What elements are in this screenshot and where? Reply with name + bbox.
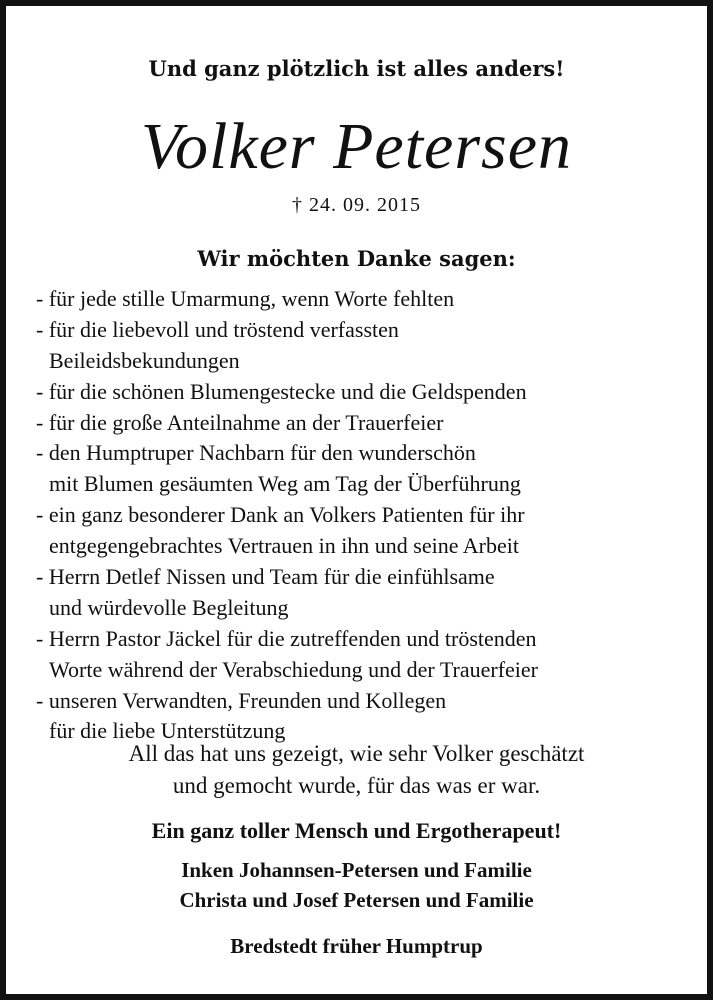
signature-line: Christa und Josef Petersen und Familie (179, 888, 534, 912)
thanks-line: mit Blumen gesäumten Weg am Tag der Überführung (49, 471, 521, 497)
thanks-line: Worte während der Verabschiedung und der Trauerfeier (49, 656, 538, 682)
tribute-line: Ein ganz toller Mensch und Ergotherapeut! (151, 818, 562, 843)
thanks-line: entgegengebrachtes Vertrauen in ihn und seine Arbeit (49, 533, 519, 559)
thanks-line: - Herrn Pastor Jäckel für die zutreffenden und tröstenden (36, 625, 537, 651)
thanks-line: und würdevolle Begleitung (49, 594, 289, 620)
deceased-name: Volker Petersen (140, 110, 572, 183)
thanks-line: - für die große Anteilnahme an der Trauerfeier (36, 409, 444, 435)
thanks-line: - ein ganz besonderer Dank an Volkers Patienten für ihr (36, 502, 525, 528)
signature-line: Inken Johannsen-Petersen und Familie (181, 858, 532, 882)
headline: Und ganz plötzlich ist alles anders! (148, 56, 565, 81)
thanks-line: Beileidsbekundungen (49, 347, 240, 373)
closing-line: und gemocht wurde, für das was er war. (172, 773, 541, 798)
thanks-list (36, 284, 701, 747)
thanks-heading: Wir möchten Danke sagen: (197, 246, 516, 271)
thanks-line: - Herrn Detlef Nissen und Team für die einfühlsame (36, 564, 495, 590)
thanks-line: - für jede stille Umarmung, wenn Worte fehlten (36, 286, 455, 311)
thanks-line: - für die schönen Blumengestecke und die Geldspenden (36, 378, 527, 404)
thanks-line: für die liebe Unterstützung (49, 718, 286, 744)
thanks-line: - für die liebevoll und tröstend verfassten (36, 316, 399, 342)
death-date: † 24. 09. 2015 (292, 194, 421, 216)
closing-line: All das hat uns gezeigt, wie sehr Volker geschätzt (128, 741, 585, 766)
thanks-line: - unseren Verwandten, Freunden und Kollegen (36, 687, 447, 713)
thanks-line: - den Humptruper Nachbarn für den wunderschön (36, 440, 476, 466)
location-line: Bredstedt früher Humptrup (230, 934, 483, 958)
